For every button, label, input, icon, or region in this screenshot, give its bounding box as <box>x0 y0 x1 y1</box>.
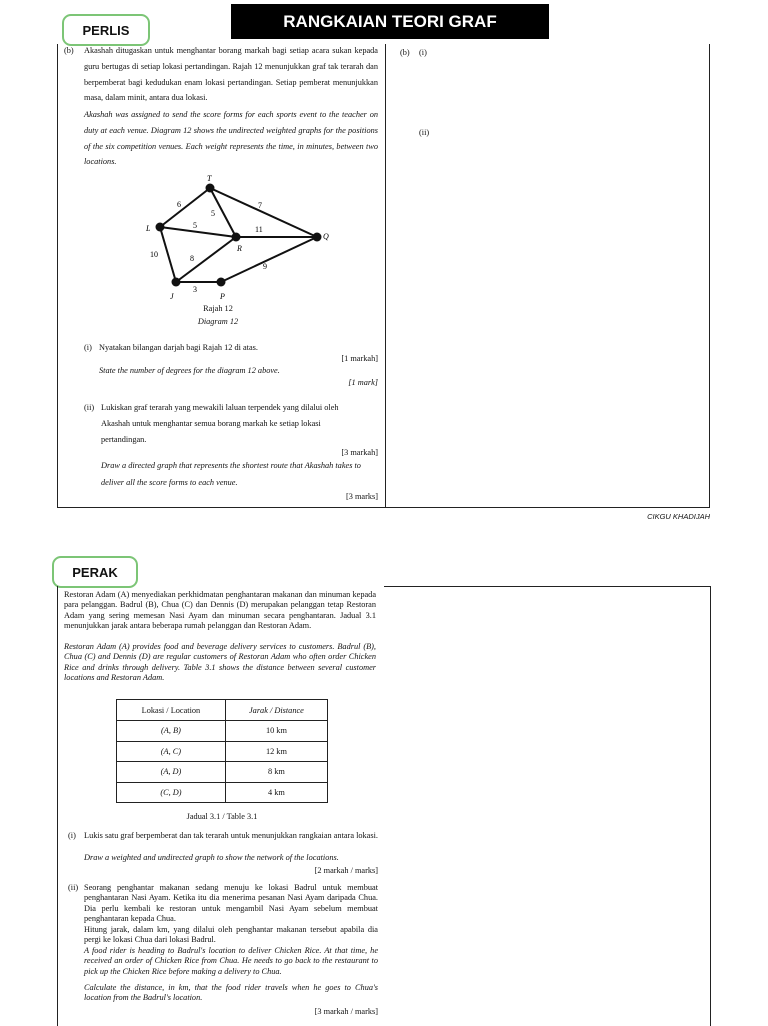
vertex-label-T: T <box>207 174 212 183</box>
table-cell-location: (A, D) <box>117 762 226 783</box>
weight-Q-P: 9 <box>263 262 267 271</box>
vertex-T <box>206 184 215 193</box>
q1-label: (i) <box>84 343 92 352</box>
answer-label-i: (i) <box>419 48 427 57</box>
vertex-label-P: P <box>220 292 225 301</box>
perak-intro-ms: Restoran Adam (A) menyediakan perkhidmatan penghantaran makanan dan minuman kepada para pelanggan. Badrul (B), Chua (C) dan Dennis (D) merupakan pelanggan tetap Restoran Adam yang sering memesan Nasi Ayam dan minuman secara penghantaran. Jadual 3.1 menunjukkan jarak antara beberapa rumah pelanggan dan Restoran Adam. <box>64 590 376 631</box>
weight-R-Q: 11 <box>255 225 263 234</box>
weight-T-R: 5 <box>211 209 215 218</box>
table-cell-location: (A, B) <box>117 721 226 742</box>
table-cell-location: (C, D) <box>117 782 226 803</box>
table-header-row <box>117 700 328 721</box>
q2-text-en: Draw a directed graph that represents the shortest route that Akashah takes to deliver all the score forms to each venue. <box>101 461 361 487</box>
perak-intro-en: Restoran Adam (A) provides food and beverage delivery services to customers. Badrul (B), Chua (C) and Dennis (D) are regular customers of Restoran Adam who often order Chicken Rice and drinks through delivery. Table 3.1 shows the distance between several customer locations and Restoran Adam. <box>64 642 376 683</box>
q1-marks-ms: [1 markah] <box>341 354 378 363</box>
perak-q1-marks: [2 markah / marks] <box>314 866 378 875</box>
vertex-label-R: R <box>237 244 242 253</box>
perak-q1-text-ms: Lukis satu graf berpemberat dan tak terarah untuk menunjukkan rangkaian antara lokasi. <box>84 831 378 840</box>
perak-frame-top-line <box>384 586 710 587</box>
perak-q1-label: (i) <box>68 831 76 840</box>
vertex-label-J: J <box>170 292 174 301</box>
table-header-location: Lokasi / Location <box>117 700 226 721</box>
table-cell-distance: 8 km <box>225 762 327 783</box>
distance-table <box>116 699 328 803</box>
perak-q2-text-ms-2: Hitung jarak, dalam km, yang dilalui oleh penghantar makanan tersebut apabila dia pergi ke lokasi Chua dari lokasi Badrul. <box>84 925 378 945</box>
table-cell-distance: 10 km <box>225 721 327 742</box>
perak-q2-text-ms: Seorang penghantar makanan sedang menuju ke lokasi Badrul untuk membuat penghantaran Nasi Ayam. Ketika itu dia menerima pesanan Nasi Ayam daripada Chua. Dia perlu kembali ke restoran untuk mengambil Nasi Ayam sebelum membuat penghantaran kepada Chua. <box>84 883 378 924</box>
edge-R-J <box>176 237 236 282</box>
weight-T-Q: 7 <box>258 201 262 210</box>
state-label-perak: PERAK <box>52 556 138 588</box>
vertex-R <box>232 233 241 242</box>
q2-text-ms: Lukiskan graf terarah yang mewakili laluan terpendek yang dilalui oleh Akashah untuk menghantar semua borang markah ke setiap lokasi pertandingan. <box>101 403 339 444</box>
vertex-label-Q: Q <box>323 232 329 241</box>
q2-marks-ms: [3 markah] <box>341 448 378 457</box>
answer-column-divider <box>385 44 386 507</box>
table-header-distance: Jarak / Distance <box>225 700 327 721</box>
state-label-perlis: PERLIS <box>62 14 150 46</box>
edge-T-L <box>160 188 210 227</box>
perlis-intro-ms: Akashah ditugaskan untuk menghantar borang markah bagi setiap acara sukan kepada guru bertugas di setiap lokasi pertandingan. Rajah 12 menunjukkan graf tak terarah dan berpemberat bagi kedudukan enam lokasi pertandingan. Setiap pemberat menunjukkan masa, dalam minit, antara dua lokasi. <box>84 46 378 103</box>
table-cell-distance: 12 km <box>225 741 327 762</box>
vertex-J <box>172 278 181 287</box>
edge-T-Q <box>210 188 317 237</box>
perak-q2-label: (ii) <box>68 883 79 892</box>
part-label: (b) <box>64 46 74 55</box>
q1-text-ms: Nyatakan bilangan darjah bagi Rajah 12 di atas. <box>99 343 258 352</box>
edge-L-J <box>160 227 176 282</box>
weight-L-R: 5 <box>193 221 197 230</box>
table-cell-location: (A, C) <box>117 741 226 762</box>
table-row <box>117 782 328 803</box>
answer-label-ii: (ii) <box>419 128 430 137</box>
table-row <box>117 762 328 783</box>
q1-text-en: State the number of degrees for the diagram 12 above. <box>99 366 280 375</box>
q2-marks-en: [3 marks] <box>345 492 378 501</box>
weight-T-L: 6 <box>177 200 181 209</box>
perak-q2-marks: [3 markah / marks] <box>314 1007 378 1016</box>
page-title: RANGKAIAN TEORI GRAF <box>231 4 549 39</box>
edge-Q-P <box>221 237 317 282</box>
q1-marks-en: [1 mark] <box>348 378 378 387</box>
table-row <box>117 741 328 762</box>
edge-L-R <box>160 227 236 237</box>
perak-q1-text-en: Draw a weighted and undirected graph to show the network of the locations. <box>84 853 339 862</box>
vertex-Q <box>313 233 322 242</box>
credit-text: CIKGU KHADIJAH <box>647 512 710 521</box>
diagram-caption-ms: Rajah 12 <box>203 304 233 313</box>
table-row <box>117 721 328 742</box>
perak-q2-text-en-2: Calculate the distance, in km, that the food rider travels when he goes to Chua's location from the Badrul's location. <box>84 983 378 1003</box>
weight-L-J: 10 <box>150 250 158 259</box>
diagram-12-graph <box>130 170 345 305</box>
answer-label-b: (b) <box>400 48 410 57</box>
perlis-intro-en: Akashah was assigned to send the score forms for each sports event to the teacher on duty at each venue. Diagram 12 shows the undirected weighted graphs for the positions of the six competition venues. Each weight represents the time, in minutes, between two locations. <box>84 110 378 167</box>
table-cell-distance: 4 km <box>225 782 327 803</box>
q2-label: (ii) <box>84 403 95 412</box>
diagram-caption-en: Diagram 12 <box>197 317 239 326</box>
weight-J-P: 3 <box>193 285 197 294</box>
vertex-P <box>217 278 226 287</box>
vertex-L <box>156 223 165 232</box>
vertex-label-L: L <box>146 224 151 233</box>
perak-q2-text-en: A food rider is heading to Badrul's location to deliver Chicken Rice. At that time, he received an order of Chicken Rice from Chua. He needs to go back to the restaurant to pick up the Chicken Rice before making a delivery to Chua. <box>84 946 378 976</box>
table-caption: Jadual 3.1 / Table 3.1 <box>186 812 258 821</box>
weight-R-J: 8 <box>190 254 194 263</box>
